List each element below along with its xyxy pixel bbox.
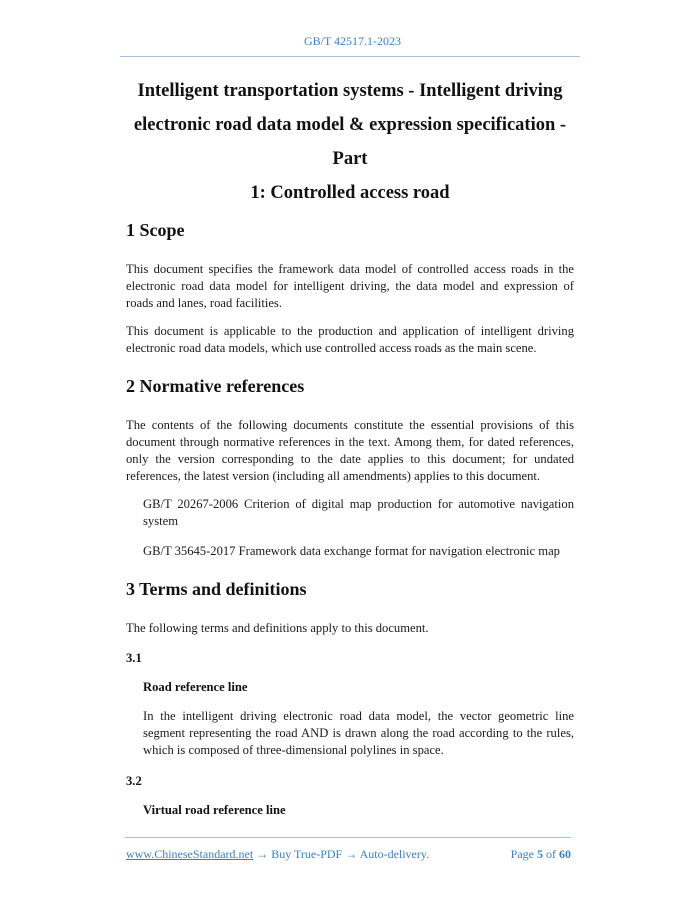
current-page-number: 5 (537, 847, 543, 861)
section-heading-scope: 1 Scope (126, 220, 185, 240)
document-title (125, 74, 575, 210)
title-line-1: Intelligent transportation systems - Intelligent driving (137, 81, 563, 101)
header-divider (120, 56, 580, 57)
section-heading-normative-references: 2 Normative references (126, 376, 305, 396)
scope-paragraph-1: This document specifies the framework data model of controlled access roads in the electronic road data model for intelligent driving, the data model and expression of roads and lanes, road facilities. (126, 262, 574, 310)
footer-promo-text: → Buy True-PDF → Auto-delivery. (253, 847, 430, 861)
normative-references-paragraph: The contents of the following documents constitute the essential provisions of this document through normative references in the text. Among them, for dated references, only the version corresponding to the date applies to this document; for undated references, the latest version (including all amendments) applies to this document. (126, 418, 574, 483)
term-name: Virtual road reference line (143, 803, 286, 817)
page-header: GB/T 42517.1-2023 (303, 34, 402, 48)
reference-item: GB/T 20267-2006 Criterion of digital map production for automotive navigation system (143, 497, 574, 528)
title-line-2: electronic road data model & expression specification - Part (133, 115, 567, 169)
term-definition: In the intelligent driving electronic road data model, the vector geometric line segment representing the road AND is drawn along the road according to the rules, which is composed of three-dimensional polylines in space. (143, 709, 574, 757)
scope-paragraph-2: This document is applicable to the production and application of intelligent driving electronic road data models, which use controlled access roads as the main scene. (126, 324, 574, 355)
term-number: 3.1 (126, 651, 142, 665)
reference-item: GB/T 35645-2017 Framework data exchange format for navigation electronic map (143, 544, 560, 558)
page-indicator: Page 5 of 60 (510, 847, 571, 861)
total-pages-number: 60 (559, 847, 571, 861)
chinesestandard-link[interactable]: www.ChineseStandard.net (126, 847, 254, 861)
section-heading-terms-definitions: 3 Terms and definitions (126, 579, 307, 599)
page-footer (126, 847, 571, 862)
term-name: Road reference line (143, 680, 248, 694)
title-line-3: 1: Controlled access road (250, 183, 450, 203)
footer-divider (125, 837, 571, 838)
terms-intro-paragraph: The following terms and definitions apply to this document. (126, 621, 429, 635)
term-number: 3.2 (126, 774, 142, 788)
